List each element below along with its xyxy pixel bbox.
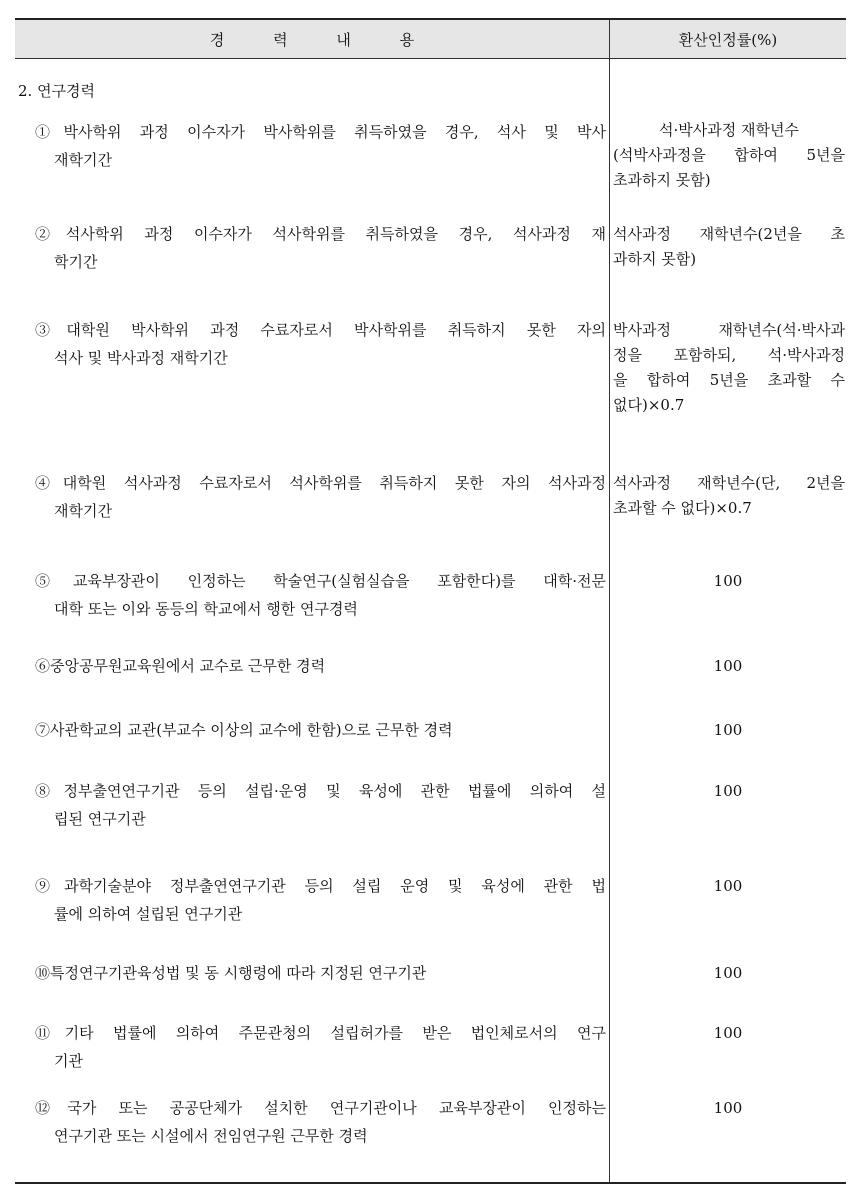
row-rate: 100 bbox=[713, 964, 743, 982]
row-rate: 박사과정 재학년수(석·박사과 정을 포함하되, 석·박사과정 을 합하여 5년을 초과할 수 없다)×0.7 bbox=[613, 321, 845, 414]
row-rate: 100 bbox=[713, 782, 743, 800]
row-rate: 100 bbox=[713, 877, 743, 895]
row-rate: 석사과정 재학년수(단, 2년을 초과할 수 없다)×0.7 bbox=[613, 474, 845, 517]
row-rate: 100 bbox=[713, 572, 743, 590]
row-rate: 100 bbox=[713, 1099, 743, 1117]
row-description: ⑨과학기술분야 정부출연연구기관 등의 설립 운영 및 육성에 관한 법 률에 의하여 설립된 연구기관 bbox=[35, 877, 606, 923]
section-title: 2. 연구경력 bbox=[18, 82, 96, 100]
header-conversion-rate: 환산인정률(%) bbox=[678, 30, 778, 49]
row-description: ③대학원 박사학위 과정 수료자로서 박사학위를 취득하지 못한 자의 석사 및 박사과정 재학기간 bbox=[35, 321, 606, 367]
row-description: ⑦사관학교의 교관(부교수 이상의 교수에 한함)으로 근무한 경력 bbox=[35, 721, 453, 739]
row-rate: 100 bbox=[713, 657, 743, 675]
row-description: ⑩특정연구기관육성법 및 동 시행령에 따라 지정된 연구기관 bbox=[35, 964, 427, 982]
row-rate: 100 bbox=[713, 1024, 743, 1042]
row-description: ⑥중앙공무원교육원에서 교수로 근무한 경력 bbox=[35, 657, 326, 675]
row-description: ⑫국가 또는 공공단체가 설치한 연구기관이나 교육부장관이 인정하는 연구기관 또는 시설에서 전임연구원 근무한 경력 bbox=[35, 1099, 606, 1145]
row-description: ⑪기타 법률에 의하여 주문관청의 설립허가를 받은 법인체로서의 연구 기관 bbox=[35, 1024, 606, 1070]
row-description: ④대학원 석사과정 수료자로서 석사학위를 취득하지 못한 자의 석사과정 재학기간 bbox=[35, 474, 606, 520]
table-header bbox=[15, 20, 846, 59]
row-rate: 석·박사과정 재학년수 (석박사과정을 합하여 5년을 초과하지 못함) bbox=[613, 121, 845, 189]
row-description: ①박사학위 과정 이수자가 박사학위를 취득하였을 경우, 석사 및 박사 재학기간 bbox=[35, 123, 606, 169]
row-description: ⑧정부출연연구기관 등의 설립·운영 및 육성에 관한 법률에 의하여 설 립된 연구기관 bbox=[35, 782, 606, 828]
row-description: ②석사학위 과정 이수자가 석사학위를 취득하였을 경우, 석사과정 재 학기간 bbox=[35, 225, 606, 271]
column-divider bbox=[609, 20, 610, 1182]
row-rate: 석사과정 재학년수(2년을 초 과하지 못함) bbox=[613, 225, 845, 268]
header-career-content: 경 력 내 용 bbox=[209, 30, 437, 49]
row-rate: 100 bbox=[713, 721, 743, 739]
row-description: ⑤교육부장관이 인정하는 학술연구(실험실습을 포함한다)를 대학·전문 대학 또는 이와 동등의 학교에서 행한 연구경력 bbox=[35, 572, 606, 618]
career-table bbox=[15, 18, 846, 1184]
